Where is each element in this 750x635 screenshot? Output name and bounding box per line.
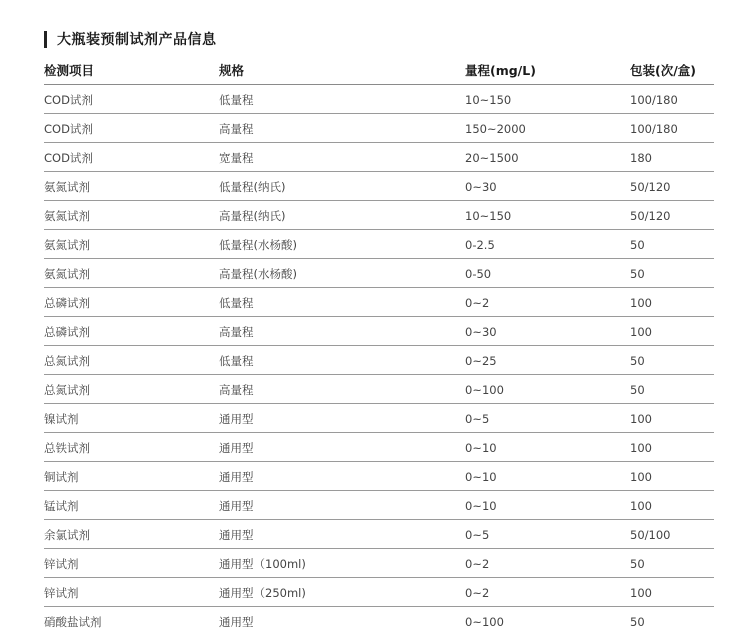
cell-item: 氨氮试剂 — [44, 172, 219, 201]
cell-spec: 通用型 — [219, 433, 465, 462]
cell-spec: 低量程 — [219, 85, 465, 114]
table-row — [44, 259, 714, 288]
cell-item: 锰试剂 — [44, 491, 219, 520]
cell-spec: 高量程 — [219, 317, 465, 346]
cell-package: 180 — [630, 143, 714, 172]
cell-range: 0~25 — [465, 346, 630, 375]
cell-package: 100 — [630, 433, 714, 462]
cell-range: 0~100 — [465, 607, 630, 635]
page-title: 大瓶装预制试剂产品信息 — [57, 29, 217, 49]
table-row — [44, 317, 714, 346]
cell-package: 100 — [630, 288, 714, 317]
product-table — [44, 56, 714, 635]
cell-spec: 通用型 — [219, 520, 465, 549]
table-row — [44, 433, 714, 462]
cell-range: 0-2.5 — [465, 230, 630, 259]
table-row — [44, 404, 714, 433]
cell-item: 镍试剂 — [44, 404, 219, 433]
cell-range: 0~100 — [465, 375, 630, 404]
cell-package: 100 — [630, 491, 714, 520]
cell-range: 0~10 — [465, 462, 630, 491]
cell-spec: 高量程(水杨酸) — [219, 259, 465, 288]
cell-package: 100 — [630, 462, 714, 491]
table-row — [44, 114, 714, 143]
cell-item: 锌试剂 — [44, 578, 219, 607]
cell-spec: 宽量程 — [219, 143, 465, 172]
cell-spec: 低量程 — [219, 288, 465, 317]
cell-item: 总氮试剂 — [44, 375, 219, 404]
header-item: 检测项目 — [44, 56, 219, 85]
cell-package: 50/120 — [630, 172, 714, 201]
table-body — [44, 85, 714, 635]
table-row — [44, 607, 714, 635]
header-spec: 规格 — [219, 56, 465, 85]
cell-range: 0~5 — [465, 404, 630, 433]
cell-range: 20~1500 — [465, 143, 630, 172]
cell-spec: 低量程(水杨酸) — [219, 230, 465, 259]
cell-item: 余氯试剂 — [44, 520, 219, 549]
cell-package: 50 — [630, 230, 714, 259]
table-row — [44, 462, 714, 491]
cell-item: 总铁试剂 — [44, 433, 219, 462]
table-row — [44, 85, 714, 114]
cell-range: 0~10 — [465, 491, 630, 520]
table-row — [44, 172, 714, 201]
title-accent-bar — [44, 31, 47, 48]
cell-item: 总磷试剂 — [44, 317, 219, 346]
cell-spec: 低量程(纳氏) — [219, 172, 465, 201]
cell-item: 总磷试剂 — [44, 288, 219, 317]
cell-package: 50 — [630, 375, 714, 404]
header-range: 量程(mg/L) — [465, 56, 630, 85]
cell-item: COD试剂 — [44, 114, 219, 143]
cell-item: 锌试剂 — [44, 549, 219, 578]
cell-spec: 高量程 — [219, 375, 465, 404]
cell-spec: 高量程 — [219, 114, 465, 143]
table-row — [44, 288, 714, 317]
cell-item: 硝酸盐试剂 — [44, 607, 219, 635]
cell-package: 100/180 — [630, 114, 714, 143]
cell-range: 0~10 — [465, 433, 630, 462]
cell-spec: 通用型（100ml) — [219, 549, 465, 578]
cell-package: 50/100 — [630, 520, 714, 549]
table-row — [44, 549, 714, 578]
cell-range: 0~2 — [465, 578, 630, 607]
table-row — [44, 375, 714, 404]
cell-range: 150~2000 — [465, 114, 630, 143]
cell-range: 0~30 — [465, 317, 630, 346]
cell-spec: 通用型 — [219, 607, 465, 635]
table-header-row — [44, 56, 714, 85]
cell-package: 50 — [630, 607, 714, 635]
cell-range: 0~30 — [465, 172, 630, 201]
cell-package: 100 — [630, 404, 714, 433]
section-title — [44, 30, 217, 48]
cell-package: 100/180 — [630, 85, 714, 114]
cell-item: 氨氮试剂 — [44, 230, 219, 259]
cell-item: 铜试剂 — [44, 462, 219, 491]
cell-spec: 通用型 — [219, 491, 465, 520]
cell-range: 0-50 — [465, 259, 630, 288]
header-package: 包装(次/盒) — [630, 56, 714, 85]
cell-item: 氨氮试剂 — [44, 259, 219, 288]
cell-item: COD试剂 — [44, 85, 219, 114]
cell-item: 总氮试剂 — [44, 346, 219, 375]
cell-package: 50/120 — [630, 201, 714, 230]
cell-range: 0~5 — [465, 520, 630, 549]
table-row — [44, 143, 714, 172]
cell-range: 10~150 — [465, 201, 630, 230]
cell-range: 0~2 — [465, 549, 630, 578]
table-row — [44, 578, 714, 607]
table-row — [44, 346, 714, 375]
cell-spec: 通用型 — [219, 462, 465, 491]
table-row — [44, 201, 714, 230]
cell-spec: 高量程(纳氏) — [219, 201, 465, 230]
table-row — [44, 491, 714, 520]
cell-spec: 通用型（250ml) — [219, 578, 465, 607]
cell-package: 100 — [630, 578, 714, 607]
cell-range: 0~2 — [465, 288, 630, 317]
cell-package: 50 — [630, 259, 714, 288]
cell-package: 50 — [630, 549, 714, 578]
cell-range: 10~150 — [465, 85, 630, 114]
cell-package: 100 — [630, 317, 714, 346]
table-row — [44, 520, 714, 549]
cell-item: 氨氮试剂 — [44, 201, 219, 230]
table-row — [44, 230, 714, 259]
cell-spec: 低量程 — [219, 346, 465, 375]
cell-package: 50 — [630, 346, 714, 375]
cell-spec: 通用型 — [219, 404, 465, 433]
cell-item: COD试剂 — [44, 143, 219, 172]
